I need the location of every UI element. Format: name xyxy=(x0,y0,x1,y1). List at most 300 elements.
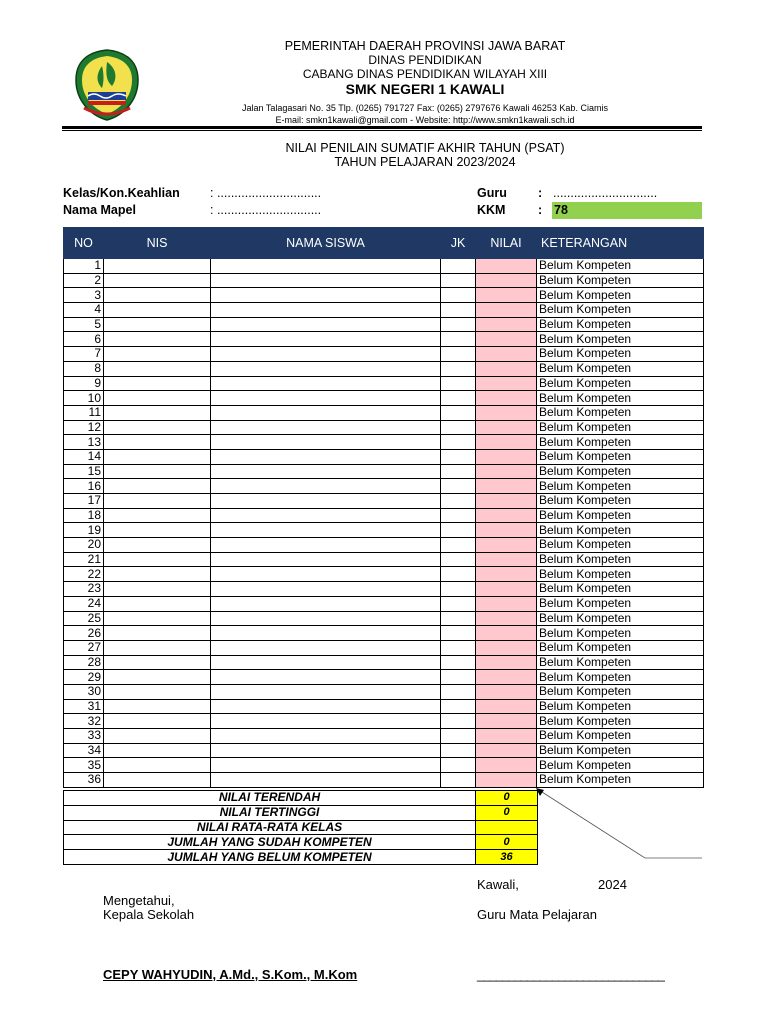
nama-cell[interactable] xyxy=(211,405,441,420)
keterangan-cell: Belum Kompeten xyxy=(537,494,704,509)
table-row xyxy=(64,758,704,773)
jk-cell[interactable] xyxy=(441,640,476,655)
nama-cell[interactable] xyxy=(211,449,441,464)
nama-cell[interactable] xyxy=(211,670,441,685)
signature-acknowledge: Mengetahui, xyxy=(103,893,175,908)
nilai-cell[interactable] xyxy=(476,773,537,788)
nilai-cell[interactable] xyxy=(476,332,537,347)
nama-cell[interactable] xyxy=(211,552,441,567)
keterangan-cell: Belum Kompeten xyxy=(537,273,704,288)
keterangan-cell: Belum Kompeten xyxy=(537,552,704,567)
letterhead-rule-thin xyxy=(62,130,702,131)
nilai-cell[interactable] xyxy=(476,508,537,523)
nilai-cell[interactable] xyxy=(476,729,537,744)
nis-cell[interactable] xyxy=(104,288,211,303)
document-title: NILAI PENILAIN SUMATIF AKHIR TAHUN (PSAT) xyxy=(285,141,565,155)
row-number: 4 xyxy=(64,303,104,318)
teacher-signature-line[interactable]: ______________________________ xyxy=(477,967,664,982)
summary-label: NILAI RATA-RATA KELAS xyxy=(64,820,476,835)
nis-cell[interactable] xyxy=(104,508,211,523)
nis-cell[interactable] xyxy=(104,596,211,611)
nis-cell[interactable] xyxy=(104,582,211,597)
table-row xyxy=(64,435,704,450)
signature-year: 2024 xyxy=(598,877,627,892)
keterangan-cell: Belum Kompeten xyxy=(537,391,704,406)
nis-cell[interactable] xyxy=(104,758,211,773)
kkm-colon: : xyxy=(538,203,543,217)
nilai-cell[interactable] xyxy=(476,596,537,611)
table-row xyxy=(64,743,704,758)
nilai-cell[interactable] xyxy=(476,317,537,332)
jk-cell[interactable] xyxy=(441,288,476,303)
keterangan-cell: Belum Kompeten xyxy=(537,626,704,641)
nama-cell[interactable] xyxy=(211,596,441,611)
table-header-row xyxy=(64,228,704,259)
nilai-cell[interactable] xyxy=(476,494,537,509)
table-row xyxy=(64,626,704,641)
nis-cell[interactable] xyxy=(104,743,211,758)
row-number: 6 xyxy=(64,332,104,347)
row-number: 16 xyxy=(64,479,104,494)
jk-cell[interactable] xyxy=(441,655,476,670)
nis-cell[interactable] xyxy=(104,523,211,538)
nis-cell[interactable] xyxy=(104,420,211,435)
keterangan-cell: Belum Kompeten xyxy=(537,596,704,611)
nilai-cell[interactable] xyxy=(476,714,537,729)
keterangan-cell: Belum Kompeten xyxy=(537,670,704,685)
nis-cell[interactable] xyxy=(104,376,211,391)
nama-cell[interactable] xyxy=(211,273,441,288)
nilai-cell[interactable] xyxy=(476,361,537,376)
jk-cell[interactable] xyxy=(441,494,476,509)
row-number: 2 xyxy=(64,273,104,288)
keterangan-cell: Belum Kompeten xyxy=(537,523,704,538)
kkm-field[interactable] xyxy=(552,202,702,219)
nis-cell[interactable] xyxy=(104,729,211,744)
summary-value xyxy=(476,820,538,835)
table-row xyxy=(64,420,704,435)
nilai-cell[interactable] xyxy=(476,670,537,685)
nilai-cell[interactable] xyxy=(476,347,537,362)
keterangan-cell: Belum Kompeten xyxy=(537,449,704,464)
guru-colon: : xyxy=(538,186,543,200)
nama-cell[interactable] xyxy=(211,640,441,655)
summary-table xyxy=(63,790,538,865)
col-header-jk: JK xyxy=(441,228,476,259)
nama-cell[interactable] xyxy=(211,743,441,758)
keterangan-cell: Belum Kompeten xyxy=(537,303,704,318)
row-number: 12 xyxy=(64,420,104,435)
nis-cell[interactable] xyxy=(104,435,211,450)
row-number: 34 xyxy=(64,743,104,758)
table-row xyxy=(64,611,704,626)
nis-cell[interactable] xyxy=(104,611,211,626)
nama-cell[interactable] xyxy=(211,376,441,391)
jk-cell[interactable] xyxy=(441,758,476,773)
nama-cell[interactable] xyxy=(211,361,441,376)
keterangan-cell: Belum Kompeten xyxy=(537,743,704,758)
kelas-label: Kelas/Kon.Keahlian xyxy=(63,186,180,200)
kelas-value[interactable]: : .............................. xyxy=(210,186,322,200)
summary-label: NILAI TERTINGGI xyxy=(64,805,476,820)
summary-row xyxy=(64,791,538,806)
row-number: 17 xyxy=(64,494,104,509)
nis-cell[interactable] xyxy=(104,494,211,509)
nilai-cell[interactable] xyxy=(476,303,537,318)
keterangan-cell: Belum Kompeten xyxy=(537,332,704,347)
nilai-cell[interactable] xyxy=(476,449,537,464)
jk-cell[interactable] xyxy=(441,391,476,406)
nama-cell[interactable] xyxy=(211,494,441,509)
keterangan-cell: Belum Kompeten xyxy=(537,405,704,420)
row-number: 23 xyxy=(64,582,104,597)
jk-cell[interactable] xyxy=(441,361,476,376)
nama-cell[interactable] xyxy=(211,391,441,406)
table-row xyxy=(64,596,704,611)
nis-cell[interactable] xyxy=(104,479,211,494)
row-number: 3 xyxy=(64,288,104,303)
nama-cell[interactable] xyxy=(211,420,441,435)
table-row xyxy=(64,449,704,464)
keterangan-cell: Belum Kompeten xyxy=(537,655,704,670)
nis-cell[interactable] xyxy=(104,391,211,406)
summary-value: 0 xyxy=(476,805,538,820)
nama-cell[interactable] xyxy=(211,508,441,523)
keterangan-cell: Belum Kompeten xyxy=(537,376,704,391)
nilai-cell[interactable] xyxy=(476,435,537,450)
nis-cell[interactable] xyxy=(104,361,211,376)
nilai-cell[interactable] xyxy=(476,376,537,391)
table-row xyxy=(64,538,704,553)
nilai-cell[interactable] xyxy=(476,743,537,758)
nis-cell[interactable] xyxy=(104,317,211,332)
jk-cell[interactable] xyxy=(441,259,476,274)
nama-cell[interactable] xyxy=(211,479,441,494)
mapel-value[interactable]: : .............................. xyxy=(210,203,322,217)
nama-cell[interactable] xyxy=(211,435,441,450)
row-number: 19 xyxy=(64,523,104,538)
nilai-cell[interactable] xyxy=(476,699,537,714)
table-row xyxy=(64,464,704,479)
nilai-cell[interactable] xyxy=(476,552,537,567)
document-subtitle: TAHUN PELAJARAN 2023/2024 xyxy=(334,155,516,169)
table-row xyxy=(64,479,704,494)
jk-cell[interactable] xyxy=(441,611,476,626)
nama-cell[interactable] xyxy=(211,464,441,479)
table-row xyxy=(64,552,704,567)
table-row xyxy=(64,494,704,509)
row-number: 31 xyxy=(64,699,104,714)
keterangan-cell: Belum Kompeten xyxy=(537,259,704,274)
table-row xyxy=(64,523,704,538)
jk-cell[interactable] xyxy=(441,714,476,729)
nilai-cell[interactable] xyxy=(476,582,537,597)
jk-cell[interactable] xyxy=(441,523,476,538)
nis-cell[interactable] xyxy=(104,714,211,729)
col-header-nama: NAMA SISWA xyxy=(211,228,441,259)
nilai-cell[interactable] xyxy=(476,626,537,641)
keterangan-cell: Belum Kompeten xyxy=(537,464,704,479)
table-row xyxy=(64,655,704,670)
row-number: 24 xyxy=(64,596,104,611)
table-row xyxy=(64,684,704,699)
nis-cell[interactable] xyxy=(104,699,211,714)
nilai-cell[interactable] xyxy=(476,611,537,626)
keterangan-cell: Belum Kompeten xyxy=(537,714,704,729)
nilai-cell[interactable] xyxy=(476,420,537,435)
keterangan-cell: Belum Kompeten xyxy=(537,729,704,744)
letterhead-contact: E-mail: smkn1kawali@gmail.com - Website: http://www.smkn1kawali.sch.id xyxy=(275,115,575,125)
jk-cell[interactable] xyxy=(441,347,476,362)
col-header-no: NO xyxy=(64,228,104,259)
row-number: 9 xyxy=(64,376,104,391)
col-header-nilai: NILAI xyxy=(476,228,537,259)
summary-value: 0 xyxy=(476,835,538,850)
mapel-label: Nama Mapel xyxy=(63,203,136,217)
row-number: 28 xyxy=(64,655,104,670)
keterangan-cell: Belum Kompeten xyxy=(537,611,704,626)
nama-cell[interactable] xyxy=(211,567,441,582)
jk-cell[interactable] xyxy=(441,552,476,567)
row-number: 11 xyxy=(64,405,104,420)
row-number: 30 xyxy=(64,684,104,699)
nilai-cell[interactable] xyxy=(476,655,537,670)
nama-cell[interactable] xyxy=(211,729,441,744)
row-number: 14 xyxy=(64,449,104,464)
nama-cell[interactable] xyxy=(211,317,441,332)
jk-cell[interactable] xyxy=(441,699,476,714)
jk-cell[interactable] xyxy=(441,479,476,494)
row-number: 36 xyxy=(64,773,104,788)
row-number: 18 xyxy=(64,508,104,523)
row-number: 33 xyxy=(64,729,104,744)
summary-value: 36 xyxy=(476,850,538,865)
nis-cell[interactable] xyxy=(104,684,211,699)
nama-cell[interactable] xyxy=(211,655,441,670)
nilai-cell[interactable] xyxy=(476,538,537,553)
table-row xyxy=(64,317,704,332)
nis-cell[interactable] xyxy=(104,773,211,788)
keterangan-cell: Belum Kompeten xyxy=(537,582,704,597)
row-number: 1 xyxy=(64,259,104,274)
nama-cell[interactable] xyxy=(211,626,441,641)
nilai-cell[interactable] xyxy=(476,758,537,773)
nama-cell[interactable] xyxy=(211,758,441,773)
nis-cell[interactable] xyxy=(104,538,211,553)
nilai-cell[interactable] xyxy=(476,567,537,582)
nis-cell[interactable] xyxy=(104,640,211,655)
table-row xyxy=(64,640,704,655)
table-row xyxy=(64,729,704,744)
nama-cell[interactable] xyxy=(211,523,441,538)
nis-cell[interactable] xyxy=(104,552,211,567)
nis-cell[interactable] xyxy=(104,626,211,641)
row-number: 13 xyxy=(64,435,104,450)
keterangan-cell: Belum Kompeten xyxy=(537,508,704,523)
row-number: 21 xyxy=(64,552,104,567)
row-number: 22 xyxy=(64,567,104,582)
summary-row xyxy=(64,835,538,850)
row-number: 7 xyxy=(64,347,104,362)
nilai-cell[interactable] xyxy=(476,273,537,288)
summary-label: NILAI TERENDAH xyxy=(64,791,476,806)
nama-cell[interactable] xyxy=(211,332,441,347)
jk-cell[interactable] xyxy=(441,435,476,450)
arrow-annotation xyxy=(530,786,705,866)
nilai-cell[interactable] xyxy=(476,479,537,494)
col-header-keterangan: KETERANGAN xyxy=(537,228,704,259)
jk-cell[interactable] xyxy=(441,464,476,479)
table-row xyxy=(64,273,704,288)
kkm-value: 78 xyxy=(554,203,568,217)
summary-label: JUMLAH YANG BELUM KOMPETEN xyxy=(64,850,476,865)
kkm-label: KKM xyxy=(477,203,506,217)
nama-cell[interactable] xyxy=(211,582,441,597)
jk-cell[interactable] xyxy=(441,273,476,288)
table-row xyxy=(64,288,704,303)
row-number: 8 xyxy=(64,361,104,376)
nis-cell[interactable] xyxy=(104,464,211,479)
nis-cell[interactable] xyxy=(104,347,211,362)
letterhead-department: DINAS PENDIDIKAN xyxy=(368,53,482,67)
jk-cell[interactable] xyxy=(441,449,476,464)
table-row xyxy=(64,405,704,420)
table-row xyxy=(64,699,704,714)
col-header-nis: NIS xyxy=(104,228,211,259)
nilai-cell[interactable] xyxy=(476,640,537,655)
table-row xyxy=(64,508,704,523)
jk-cell[interactable] xyxy=(441,508,476,523)
nama-cell[interactable] xyxy=(211,347,441,362)
grade-table xyxy=(63,227,704,788)
keterangan-cell: Belum Kompeten xyxy=(537,773,704,788)
row-number: 25 xyxy=(64,611,104,626)
table-row xyxy=(64,332,704,347)
row-number: 32 xyxy=(64,714,104,729)
nilai-cell[interactable] xyxy=(476,523,537,538)
jk-cell[interactable] xyxy=(441,626,476,641)
nilai-cell[interactable] xyxy=(476,405,537,420)
keterangan-cell: Belum Kompeten xyxy=(537,684,704,699)
nama-cell[interactable] xyxy=(211,684,441,699)
table-row xyxy=(64,582,704,597)
guru-label: Guru xyxy=(477,186,507,200)
nis-cell[interactable] xyxy=(104,655,211,670)
keterangan-cell: Belum Kompeten xyxy=(537,435,704,450)
row-number: 26 xyxy=(64,626,104,641)
row-number: 27 xyxy=(64,640,104,655)
jk-cell[interactable] xyxy=(441,567,476,582)
jk-cell[interactable] xyxy=(441,582,476,597)
principal-title: Kepala Sekolah xyxy=(103,907,195,922)
nilai-cell[interactable] xyxy=(476,288,537,303)
nis-cell[interactable] xyxy=(104,259,211,274)
jk-cell[interactable] xyxy=(441,743,476,758)
summary-label: JUMLAH YANG SUDAH KOMPETEN xyxy=(64,835,476,850)
nama-cell[interactable] xyxy=(211,303,441,318)
table-row xyxy=(64,670,704,685)
nama-cell[interactable] xyxy=(211,611,441,626)
keterangan-cell: Belum Kompeten xyxy=(537,317,704,332)
nis-cell[interactable] xyxy=(104,332,211,347)
jk-cell[interactable] xyxy=(441,332,476,347)
keterangan-cell: Belum Kompeten xyxy=(537,567,704,582)
nis-cell[interactable] xyxy=(104,670,211,685)
jk-cell[interactable] xyxy=(441,729,476,744)
summary-row xyxy=(64,850,538,865)
keterangan-cell: Belum Kompeten xyxy=(537,420,704,435)
table-row xyxy=(64,714,704,729)
jk-cell[interactable] xyxy=(441,317,476,332)
guru-value[interactable]: .............................. xyxy=(553,186,658,200)
school-logo-icon xyxy=(72,48,142,122)
nilai-cell[interactable] xyxy=(476,259,537,274)
principal-name: CEPY WAHYUDIN, A.Md., S.Kom., M.Kom xyxy=(103,967,358,982)
jk-cell[interactable] xyxy=(441,405,476,420)
nama-cell[interactable] xyxy=(211,773,441,788)
summary-value: 0 xyxy=(476,791,538,806)
keterangan-cell: Belum Kompeten xyxy=(537,288,704,303)
jk-cell[interactable] xyxy=(441,684,476,699)
jk-cell[interactable] xyxy=(441,773,476,788)
jk-cell[interactable] xyxy=(441,670,476,685)
row-number: 20 xyxy=(64,538,104,553)
jk-cell[interactable] xyxy=(441,596,476,611)
row-number: 29 xyxy=(64,670,104,685)
keterangan-cell: Belum Kompeten xyxy=(537,347,704,362)
letterhead-branch: CABANG DINAS PENDIDIKAN WILAYAH XIII xyxy=(302,67,548,81)
nis-cell[interactable] xyxy=(104,405,211,420)
nis-cell[interactable] xyxy=(104,303,211,318)
jk-cell[interactable] xyxy=(441,420,476,435)
keterangan-cell: Belum Kompeten xyxy=(537,699,704,714)
nama-cell[interactable] xyxy=(211,699,441,714)
nama-cell[interactable] xyxy=(211,538,441,553)
signature-place: Kawali, xyxy=(477,877,519,892)
table-row xyxy=(64,259,704,274)
keterangan-cell: Belum Kompeten xyxy=(537,538,704,553)
table-row xyxy=(64,303,704,318)
row-number: 35 xyxy=(64,758,104,773)
keterangan-cell: Belum Kompeten xyxy=(537,640,704,655)
table-row xyxy=(64,391,704,406)
jk-cell[interactable] xyxy=(441,538,476,553)
row-number: 5 xyxy=(64,317,104,332)
nilai-cell[interactable] xyxy=(476,391,537,406)
summary-row xyxy=(64,805,538,820)
table-row xyxy=(64,361,704,376)
row-number: 15 xyxy=(64,464,104,479)
summary-row xyxy=(64,820,538,835)
letterhead-government: PEMERINTAH DAERAH PROVINSI JAWA BARAT xyxy=(284,39,566,53)
teacher-title: Guru Mata Pelajaran xyxy=(477,907,597,922)
nama-cell[interactable] xyxy=(211,714,441,729)
nama-cell[interactable] xyxy=(211,259,441,274)
jk-cell[interactable] xyxy=(441,303,476,318)
keterangan-cell: Belum Kompeten xyxy=(537,758,704,773)
letterhead-rule xyxy=(62,126,702,129)
table-row xyxy=(64,567,704,582)
jk-cell[interactable] xyxy=(441,376,476,391)
nis-cell[interactable] xyxy=(104,449,211,464)
keterangan-cell: Belum Kompeten xyxy=(537,479,704,494)
nilai-cell[interactable] xyxy=(476,464,537,479)
nama-cell[interactable] xyxy=(211,288,441,303)
nis-cell[interactable] xyxy=(104,567,211,582)
nis-cell[interactable] xyxy=(104,273,211,288)
table-row xyxy=(64,347,704,362)
nilai-cell[interactable] xyxy=(476,684,537,699)
